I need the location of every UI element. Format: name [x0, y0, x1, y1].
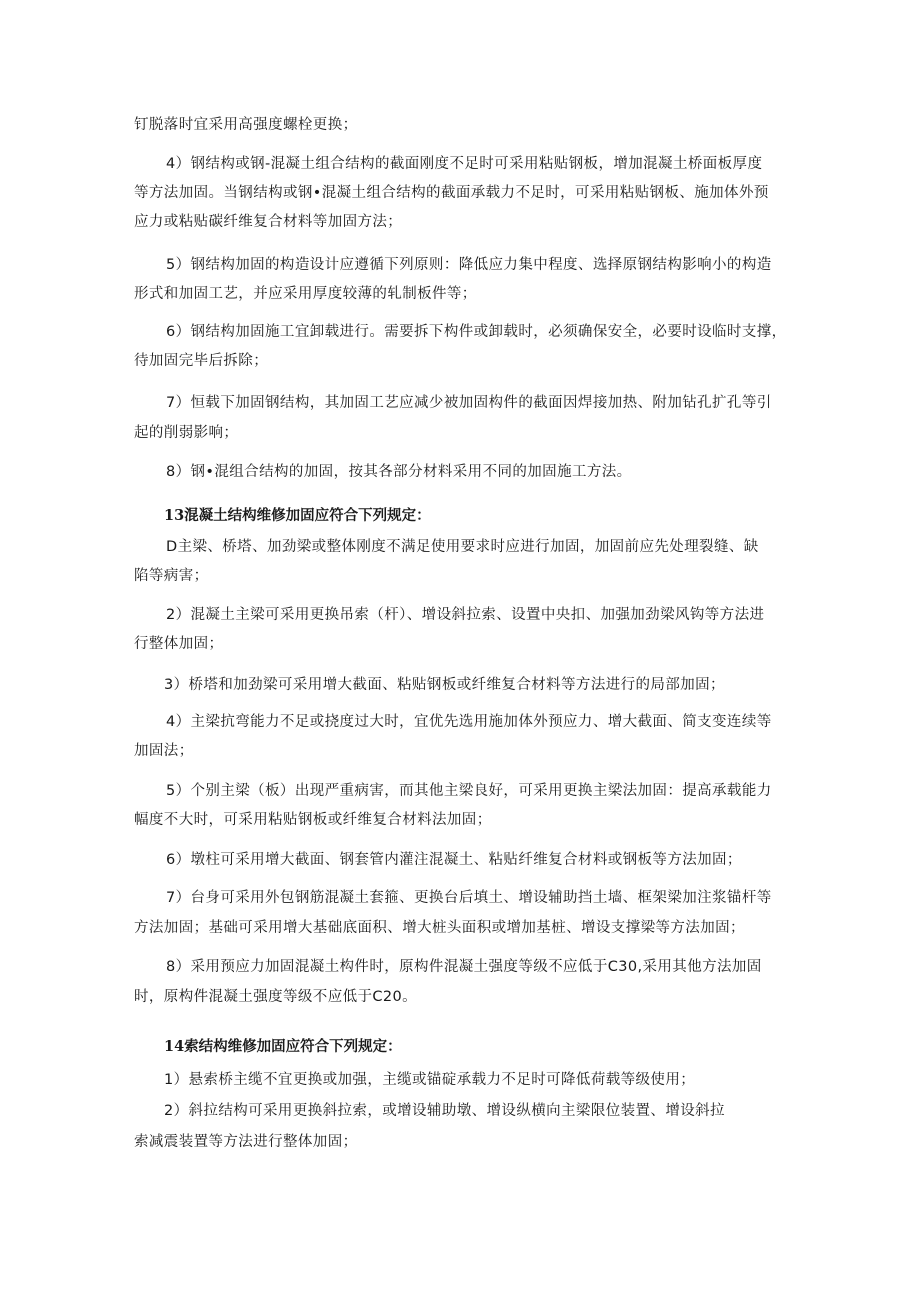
list-item-line: 5）个别主梁（板）出现严重病害，而其他主梁良好，可采用更换主梁法加固：提高承载能力: [166, 783, 772, 799]
list-item-line: 7）台身可采用外包钢筋混凝土套箍、更换台后填土、增设辅助挡土墙、框架梁加注浆锚杆等: [166, 890, 772, 906]
list-item-line: 4）钢结构或钢-混凝土组合结构的截面刚度不足时可采用粘贴钢板，增加混凝土桥面板厚度: [166, 156, 763, 172]
list-item-line: 陷等病害；: [134, 568, 209, 584]
list-item-line: 2）混凝土主梁可采用更换吊索（杆）、增设斜拉索、设置中央扣、加强加劲梁风钩等方法进: [166, 607, 765, 623]
section-heading: 13混凝土结构维修加固应符合下列规定：: [164, 507, 431, 524]
list-item-line: 等方法加固。当钢结构或钢•混凝土组合结构的截面承载力不足时，可采用粘贴钢板、施加体外预: [134, 185, 769, 201]
list-item-line: 索减震装置等方法进行整体加固；: [134, 1134, 358, 1150]
paragraph-line: 钉脱落时宜采用高强度螺栓更换；: [134, 117, 358, 133]
list-item-line: 形式和加固工艺，并应采用厚度较薄的轧制板件等；: [134, 286, 477, 302]
list-item-line: 起的削弱影响；: [134, 425, 239, 441]
list-item-line: 6）墩柱可采用增大截面、钢套管内灌注混凝土、粘贴纤维复合材料或钢板等方法加固；: [166, 852, 742, 868]
list-item-line: 方法加固；基础可采用增大基础底面积、增大桩头面积或增加基桩、增设支撑梁等方法加固；: [134, 920, 745, 936]
list-item-line: 7）恒载下加固钢结构，其加固工艺应减少被加固构件的截面因焊接加热、附加钻孔扩孔等引: [166, 395, 772, 411]
list-item-line: D主梁、桥塔、加劲梁或整体刚度不满足使用要求时应进行加固，加固前应先处理裂缝、缺: [166, 539, 759, 555]
list-item-line: 时，原构件混凝土强度等级不应低于C20。: [134, 989, 418, 1005]
list-item-line: 应力或粘贴碳纤维复合材料等加固方法；: [134, 214, 403, 230]
section-heading: 14索结构维修加固应符合下列规定：: [164, 1038, 402, 1055]
list-item-line: 待加固完毕后拆除；: [134, 353, 269, 369]
list-item-line: 8）采用预应力加固混凝土构件时，原构件混凝土强度等级不应低于C30,采用其他方法加固: [166, 959, 762, 975]
list-item-line: 3）桥塔和加劲梁可采用增大截面、粘贴钢板或纤维复合材料等方法进行的局部加固；: [164, 677, 725, 693]
list-item-line: 5）钢结构加固的构造设计应遵循下列原则：降低应力集中程度、选择原钢结构影响小的构造: [166, 257, 772, 273]
list-item-line: 幅度不大时，可采用粘贴钢板或纤维复合材料法加固；: [134, 812, 492, 828]
list-item-line: 6）钢结构加固施工宜卸载进行。需要拆下构件或卸载时，必须确保安全，必要时设临时支撑，: [166, 324, 787, 340]
list-item-line: 1）悬索桥主缆不宜更换或加强，主缆或锚碇承载力不足时可降低荷载等级使用；: [164, 1072, 696, 1088]
list-item-line: 2）斜拉结构可采用更换斜拉索，或增设辅助墩、增设纵横向主梁限位装置、增设斜拉: [164, 1103, 725, 1119]
list-item-line: 8）钢•混组合结构的加固，按其各部分材料采用不同的加固施工方法。: [166, 464, 632, 480]
list-item-line: 加固法；: [134, 743, 194, 759]
list-item-line: 4）主梁抗弯能力不足或挠度过大时，宜优先选用施加体外预应力、增大截面、简支变连续等: [166, 714, 772, 730]
list-item-line: 行整体加固；: [134, 636, 224, 652]
